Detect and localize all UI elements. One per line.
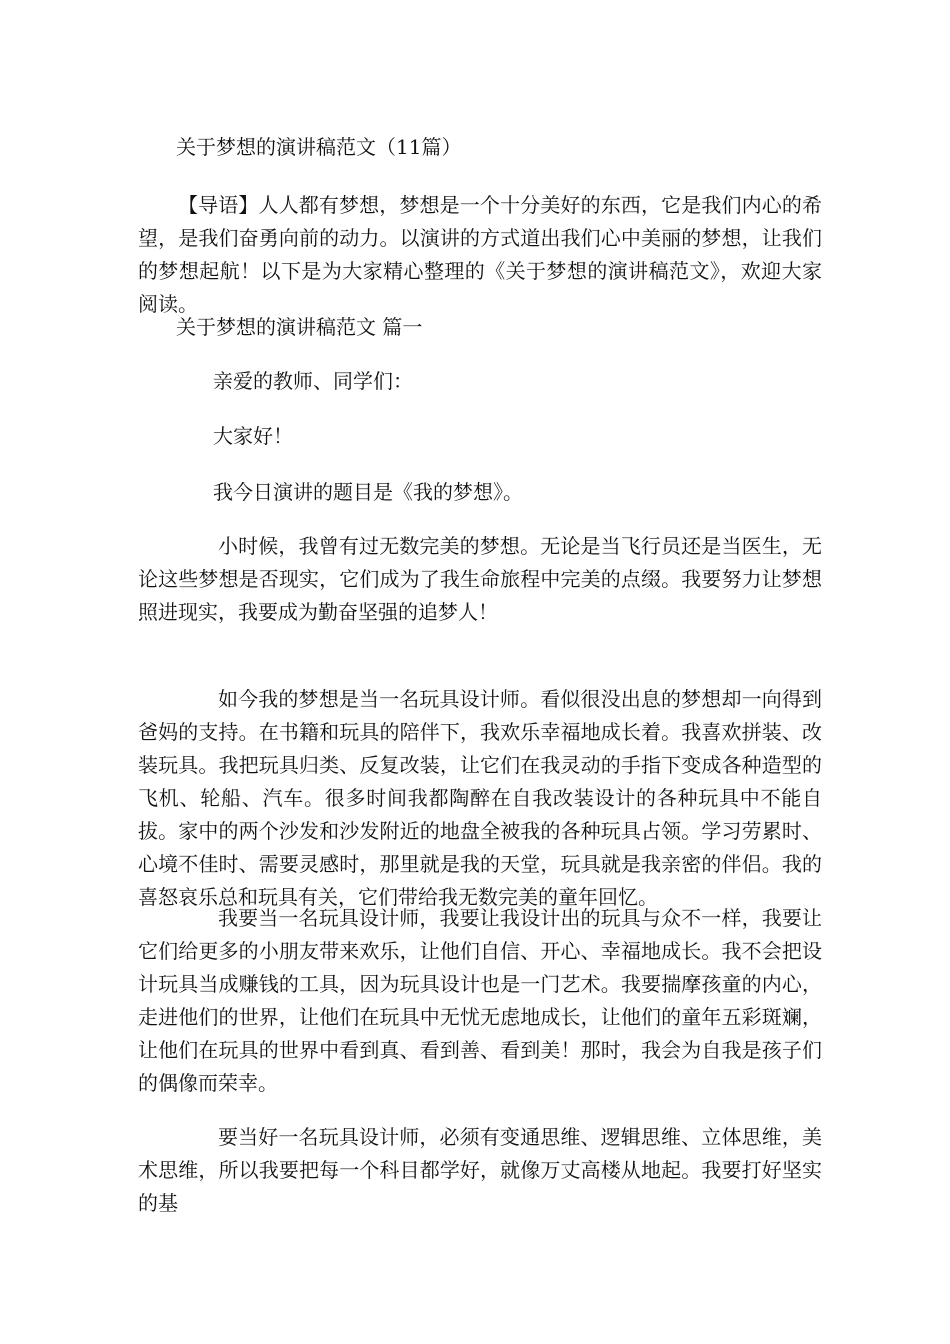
greeting: 大家好！ bbox=[213, 424, 293, 448]
body-paragraph: 我要当一名玩具设计师，我要让我设计出的玩具与众不一样，我要让它们给更多的小朋友带来欢乐，让他们自信、开心、幸福地成长。我不会把设计玩具当成赚钱的工具，因为玩具设计也是一门艺术。我要揣摩孩童的内心，走进他们的世界，让他们在玩具中无忧无虑地成长，让他们的童年五彩斑斓，让他们在玩具的世界中看到真、看到善、看到美！那时，我会为自我是孩子们的偶像而荣幸。 bbox=[138, 906, 822, 1095]
body-paragraph: 小时候，我曾有过无数完美的梦想。无论是当飞行员还是当医生，无论这些梦想是否现实，它们成为了我生命旅程中完美的点缀。我要努力让梦想照进现实，我要成为勤奋坚强的追梦人！ bbox=[138, 534, 822, 624]
intro-paragraph: 【导语】人人都有梦想，梦想是一个十分美好的东西，它是我们内心的希望，是我们奋勇向前的动力。以演讲的方式道出我们心中美丽的梦想，让我们的梦想起航！以下是为大家精心整理的《关于梦想的演讲稿范文》，欢迎大家阅读。 bbox=[138, 193, 822, 316]
body-paragraph: 要当好一名玩具设计师，必须有变通思维、逻辑思维、立体思维，美术思维，所以我要把每一个科目都学好，就像万丈高楼从地起。我要打好坚实的基 bbox=[138, 1125, 822, 1215]
section-heading: 关于梦想的演讲稿范文 篇一 bbox=[176, 315, 423, 339]
salutation: 亲爱的教师、同学们： bbox=[213, 369, 413, 393]
speech-topic: 我今日演讲的题目是《我的梦想》。 bbox=[213, 480, 523, 504]
document-title: 关于梦想的演讲稿范文（11篇） bbox=[176, 135, 462, 159]
body-paragraph: 如今我的梦想是当一名玩具设计师。看似很没出息的梦想却一向得到爸妈的支持。在书籍和玩具的陪伴下，我欢乐幸福地成长着。我喜欢拼装、改装玩具。我把玩具归类、反复改装，让它们在我灵动的手指下变成各种造型的飞机、轮船、汽车。很多时间我都陶醉在自我改装设计的各种玩具中不能自拔。家中的两个沙发和沙发附近的地盘全被我的各种玩具占领。学习劳累时、心境不佳时、需要灵感时，那里就是我的天堂，玩具就是我亲密的伴侣。我的喜怒哀乐总和玩具有关，它们带给我无数完美的童年回忆。 bbox=[138, 687, 822, 909]
